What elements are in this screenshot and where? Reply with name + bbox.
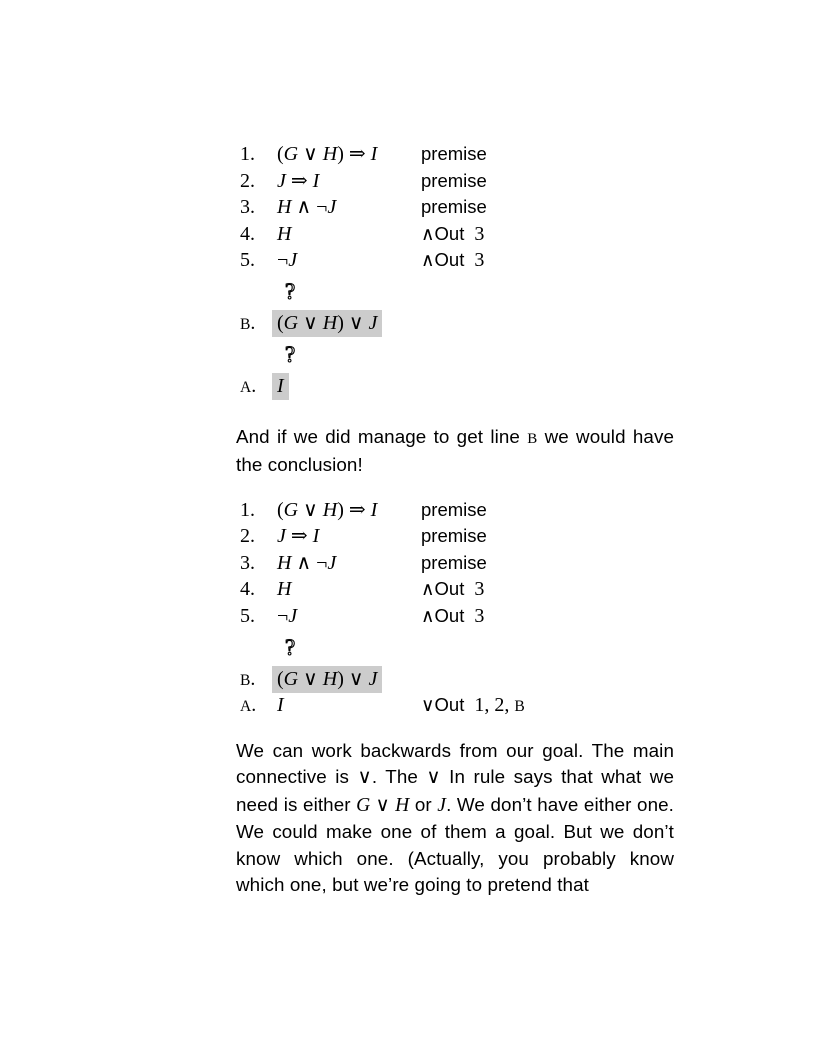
formula [277, 310, 421, 337]
proof-row [236, 692, 676, 719]
proof-row [236, 523, 676, 550]
formula: J ⇒ I [277, 169, 320, 192]
justification [421, 247, 484, 274]
question-mark-icon: ? [285, 342, 296, 368]
page-content [236, 141, 676, 899]
line-label: A. [240, 694, 257, 716]
proof-row [236, 497, 676, 524]
rule-references: 1, 2, B [474, 694, 525, 716]
proof-block-completed [236, 497, 676, 719]
proof-row [236, 666, 676, 693]
proof-row [236, 194, 676, 221]
formula: (G ∨ H) ⇒ I [277, 498, 378, 521]
justification [421, 523, 487, 550]
formula: H ∧ ¬J [277, 551, 337, 574]
formula [277, 373, 421, 400]
rule-name: premise [421, 498, 487, 520]
rule-name: ∧Out [421, 222, 465, 244]
proof-row [236, 373, 676, 400]
line-label: 3. [240, 196, 255, 218]
formula: ¬J [277, 604, 298, 627]
line-label: 2. [240, 169, 255, 192]
proof-row [236, 141, 676, 168]
justification [421, 497, 487, 524]
rule-references: 3 [474, 249, 485, 271]
proof-row [236, 550, 676, 577]
line-label: A. [240, 375, 257, 397]
line-label: B. [240, 667, 256, 690]
proof-row [236, 310, 676, 337]
inline-math: G ∨ H [356, 794, 410, 816]
highlighted-formula: (G ∨ H) ∨ J [272, 310, 382, 337]
formula [277, 666, 421, 693]
proof-gap-row [236, 629, 676, 666]
paragraph-between-proofs: And if we did manage to get line B we would have the conclusion! [236, 425, 674, 475]
inline-math: ∨ [426, 767, 441, 788]
justification [421, 692, 525, 721]
line-label: 4. [240, 578, 255, 600]
proof-row [236, 247, 676, 274]
formula: J ⇒ I [277, 525, 320, 547]
justification [421, 168, 487, 195]
justification [421, 576, 484, 603]
line-label: 3. [240, 551, 255, 574]
rule-name: premise [421, 196, 487, 217]
question-mark-icon: ? [285, 634, 296, 660]
rule-name: ∧Out [421, 604, 465, 626]
proof-gap-row [236, 274, 676, 311]
rule-references: 3 [474, 604, 485, 627]
justification [421, 550, 487, 577]
inline-math: J [437, 794, 447, 816]
justification [421, 194, 487, 221]
proof-row [236, 576, 676, 603]
proof-gap-row [236, 337, 676, 374]
small-caps-line-ref: B [527, 430, 538, 447]
rule-name: ∨Out [421, 694, 465, 715]
line-label: B. [240, 312, 256, 334]
rule-name: premise [421, 551, 487, 573]
formula: H [277, 222, 292, 245]
justification [421, 141, 487, 168]
line-label: 5. [240, 604, 255, 627]
rule-references: 3 [474, 222, 485, 245]
highlighted-formula: I [272, 373, 289, 400]
proof-row [236, 603, 676, 630]
formula: (G ∨ H) ⇒ I [277, 143, 378, 165]
highlighted-formula: (G ∨ H) ∨ J [272, 666, 382, 693]
rule-name: premise [421, 143, 487, 164]
justification [421, 603, 484, 630]
line-label: 2. [240, 525, 255, 547]
formula: I [277, 694, 284, 716]
rule-name: premise [421, 525, 487, 546]
line-label: 1. [240, 498, 255, 521]
rule-references: 3 [474, 578, 485, 600]
proof-row [236, 168, 676, 195]
proof-row [236, 221, 676, 248]
rule-name: ∧Out [421, 249, 465, 270]
formula: ¬J [277, 249, 298, 271]
paragraph-explanation: We can work backwards from our goal. The main connective is ∨. The ∨ In rule says that what we need is either G ∨ H or J. We don’t have either one. We could make one of them a goal. But we don’t know which one. (Actually, you probably know which one, but we’re going to pretend that [236, 739, 675, 895]
justification [421, 221, 484, 248]
proof-block-attempt [236, 141, 676, 400]
inline-math: ∨ [357, 767, 372, 788]
formula: H ∧ ¬J [277, 196, 337, 218]
rule-name: ∧Out [421, 578, 465, 599]
formula: H [277, 578, 292, 600]
line-label: 1. [240, 143, 255, 165]
question-mark-icon: ? [285, 279, 296, 305]
rule-name: premise [421, 169, 487, 191]
line-label: 5. [240, 249, 255, 271]
line-label: 4. [240, 222, 255, 245]
